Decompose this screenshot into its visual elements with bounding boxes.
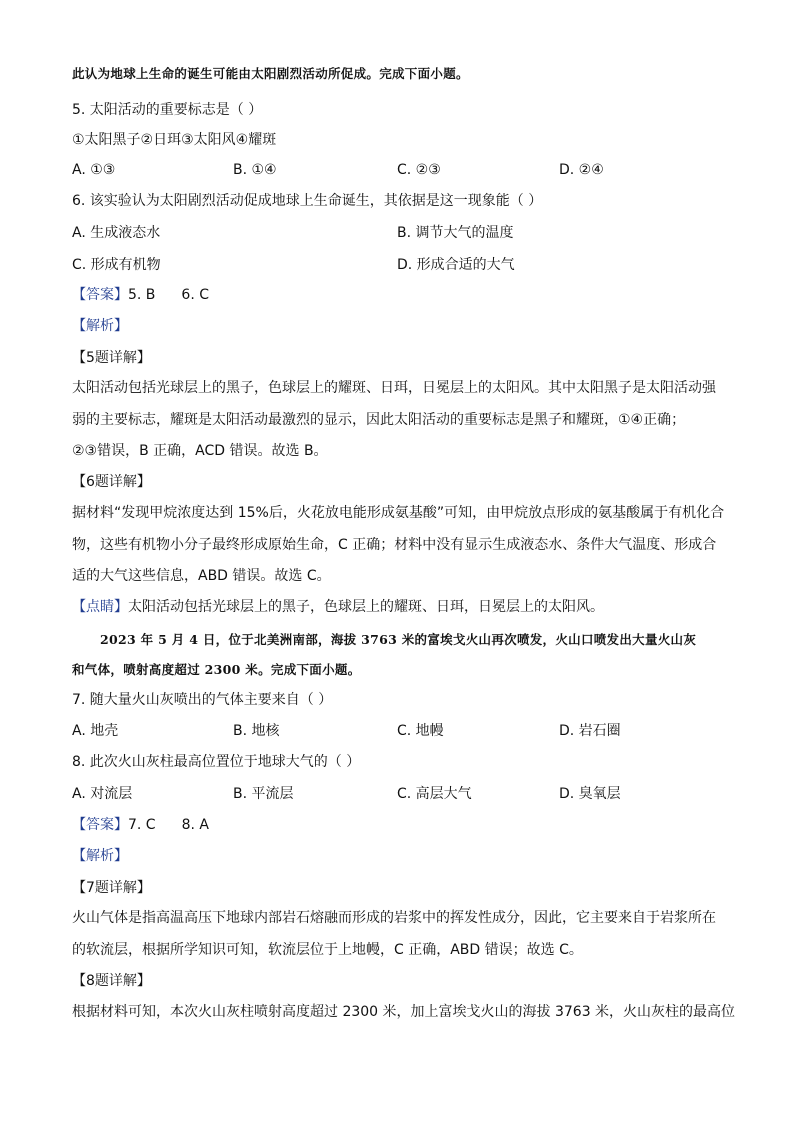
intro-line: 此认为地球上生命的诞生可能由太阳剧烈活动所促成。完成下面小题。 [72,66,469,81]
answer-value: 5. B [128,287,156,303]
q7-option-a: A. 地壳 [72,723,119,739]
answer-value: 7. C [128,817,156,833]
q8-option-b: B. 平流层 [233,786,294,802]
answer-line-1 [72,285,209,305]
q6-option-a: A. 生成液态水 [72,225,161,241]
q5-stem: 5. 太阳活动的重要标志是（ ） [72,102,263,118]
q6-option-b: B. 调节大气的温度 [397,225,514,241]
q8-option-a: A. 对流层 [72,786,133,802]
q5-option-b: B. ①④ [233,162,277,178]
detail6-line: 据材料“发现甲烷浓度达到 15%后，火花放电能形成氨基酸”可知，由甲烷放点形成的氨基酸属于有机化合 [72,505,725,521]
detail7-line: 的软流层，根据所学知识可知，软流层位于上地幔，C 正确，ABD 错误；故选 C。 [72,942,583,958]
q7-option-b: B. 地核 [233,723,280,739]
passage2-line: 和气体，喷射高度超过 2300 米。完成下面小题。 [72,662,361,677]
q5-option-d: D. ②④ [559,162,604,178]
tip-text: 太阳活动包括光球层上的黑子，色球层上的耀斑、日珥，日冕层上的太阳风。 [128,599,604,615]
answer-value: 6. C [181,287,210,303]
answer-line-2 [72,815,209,835]
q6-option-d: D. 形成合适的大气 [397,257,515,273]
q7-stem: 7. 随大量火山灰喷出的气体主要来自（ ） [72,692,333,708]
detail6-line: 适的大气这些信息，ABD 错误。故选 C。 [72,568,331,584]
q6-stem: 6. 该实验认为太阳剧烈活动促成地球上生命诞生，其依据是这一现象能（ ） [72,193,543,209]
detail7-line: 火山气体是指高温高压下地球内部岩石熔融而形成的岩浆中的挥发性成分，因此，它主要来自于岩浆所在 [72,910,716,926]
detail6-header: 【6题详解】 [72,474,151,490]
q8-option-c: C. 高层大气 [397,786,472,802]
q6-option-c: C. 形成有机物 [72,257,161,273]
q5-items: ①太阳黑子②日珥③太阳风④耀斑 [72,132,277,148]
answer-value: 8. A [181,817,209,833]
q7-option-d: D. 岩石圈 [559,723,621,739]
answer-label: 【答案】 [72,817,128,833]
q7-option-c: C. 地幔 [397,723,444,739]
tip-line [72,597,604,617]
detail8-line: 根据材料可知，本次火山灰柱喷射高度超过 2300 米，加上富埃戈火山的海拔 3763 米，火山灰柱的最高位 [72,1004,736,1020]
q8-stem: 8. 此次火山灰柱最高位置位于地球大气的（ ） [72,754,361,770]
passage2-line: 2023 年 5 月 4 日，位于北美洲南部，海拔 3763 米的富埃戈火山再次喷发，火山口喷发出大量火山灰 [100,632,697,647]
q8-option-d: D. 臭氧层 [559,786,621,802]
detail7-header: 【7题详解】 [72,880,151,896]
detail5-line: 太阳活动包括光球层上的黑子，色球层上的耀斑、日珥，日冕层上的太阳风。其中太阳黑子是太阳活动强 [72,380,716,396]
detail5-line: ②③错误，B 正确，ACD 错误。故选 B。 [72,443,328,459]
tip-label: 【点睛】 [72,599,128,615]
analysis-label-2: 【解析】 [72,848,128,864]
q5-option-a: A. ①③ [72,162,116,178]
detail5-header: 【5题详解】 [72,350,151,366]
detail6-line: 物，这些有机物小分子最终形成原始生命，C 正确；材料中没有显示生成液态水、条件大气温度、形成合 [72,537,717,553]
detail5-line: 弱的主要标志，耀斑是太阳活动最激烈的显示，因此太阳活动的重要标志是黑子和耀斑，①④正确； [72,412,686,428]
answer-label: 【答案】 [72,287,128,303]
detail8-header: 【8题详解】 [72,973,151,989]
analysis-label-1: 【解析】 [72,318,128,334]
q5-option-c: C. ②③ [397,162,441,178]
